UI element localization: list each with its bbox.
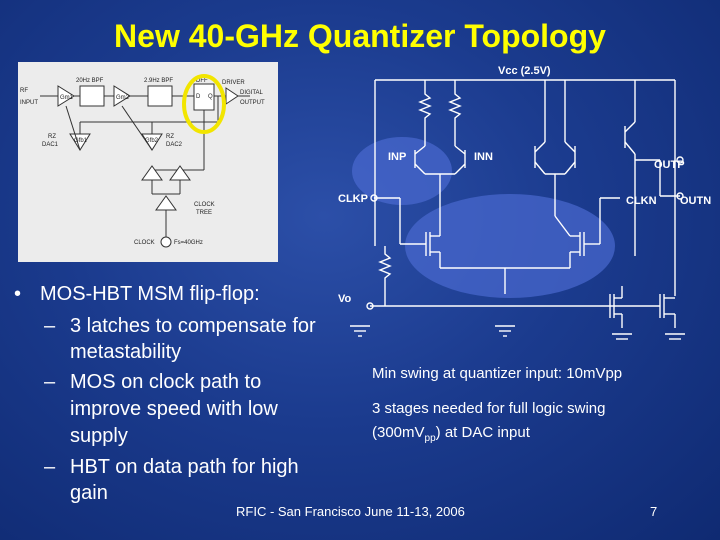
dash-glyph: – (44, 456, 56, 478)
clkn-label: CLKN (626, 195, 657, 207)
sub-bullet-3 (44, 456, 299, 479)
bd-rz2-label: RZ (166, 134, 174, 140)
sub3-line2: gain (70, 482, 108, 504)
bpf1-box (80, 86, 104, 106)
outp-label: OUTP (654, 159, 685, 171)
bd-fs-label: Fs=40GHz (174, 240, 203, 246)
bullet-main-text: MOS-HBT MSM flip-flop: (40, 283, 260, 305)
bd-gm2-label: Gm2 (116, 95, 130, 101)
clkp-label: CLKP (338, 193, 368, 205)
bullet-glyph: • (14, 283, 22, 305)
bd-rz1-label: RZ (48, 134, 56, 140)
sub-bullet-2 (44, 371, 262, 394)
min-swing-note: Min swing at quantizer input: 10mVpp (372, 365, 623, 382)
bias-resistor (380, 246, 390, 292)
stages-note-line1: 3 stages needed for full logic swing (372, 400, 606, 417)
sub2-line3: supply (70, 425, 128, 447)
stages-note-line2 (372, 424, 530, 444)
page-number: 7 (650, 504, 658, 519)
dash-glyph: – (44, 315, 56, 337)
bd-driver-label: DRIVER (222, 80, 245, 86)
bd-bpf2-label: 2.9Hz BPF (144, 78, 174, 84)
bullet-main (14, 283, 260, 306)
bd-clock-tree-label: CLOCK (194, 202, 215, 208)
slide-title: New 40-GHz Quantizer Topology (114, 18, 606, 54)
inp-label: INP (388, 151, 407, 163)
sub1-line2: metastability (70, 341, 182, 363)
flip-flop-schematic (330, 56, 720, 346)
bd-input-label: INPUT (20, 100, 38, 106)
vo-label: Vo (338, 293, 352, 305)
bd-q-label: Q (208, 94, 213, 100)
bd-output-label: OUTPUT (240, 100, 265, 106)
sub1-line1: 3 latches to compensate for (70, 315, 316, 337)
stages-sub: pp (424, 433, 436, 444)
bd-digital-label: DIGITAL (240, 90, 263, 96)
stages-post: ) at DAC input (435, 424, 530, 441)
bd-gfb1-label: Gfb1 (74, 138, 88, 144)
sub2-line2: improve speed with low (70, 398, 278, 420)
load-resistor-1 (420, 80, 430, 134)
bd-dff-label: DFF (196, 78, 208, 84)
bd-rf-label: RF (20, 88, 28, 94)
clock-source-symbol (161, 237, 171, 247)
quantizer-block-diagram (18, 62, 278, 262)
sub2-line1: MOS on clock path to (70, 371, 262, 393)
outn-label: OUTN (680, 195, 712, 207)
bd-gfb2-label: Gfb2 (145, 138, 159, 144)
bpf2-box (148, 86, 172, 106)
vcc-label: Vcc (2.5V) (498, 65, 551, 77)
dash-glyph: – (44, 371, 56, 393)
sub-bullet-1 (44, 315, 316, 338)
footer-text: RFIC - San Francisco June 11-13, 2006 (236, 504, 465, 519)
bd-bpf1-label: 20Hz BPF (76, 78, 104, 84)
bd-d-label: D (196, 94, 201, 100)
bd-dac2-label: DAC2 (166, 142, 183, 148)
bd-gm1-label: Gm1 (60, 95, 74, 101)
bd-tree-label: TREE (196, 210, 213, 216)
sub3-line1: HBT on data path for high (70, 456, 299, 478)
inn-label: INN (474, 151, 493, 163)
bd-clock-label: CLOCK (134, 240, 155, 246)
load-resistor-2 (450, 80, 460, 134)
bd-dac1-label: DAC1 (42, 142, 59, 148)
stages-pre: (300mV (372, 424, 425, 441)
